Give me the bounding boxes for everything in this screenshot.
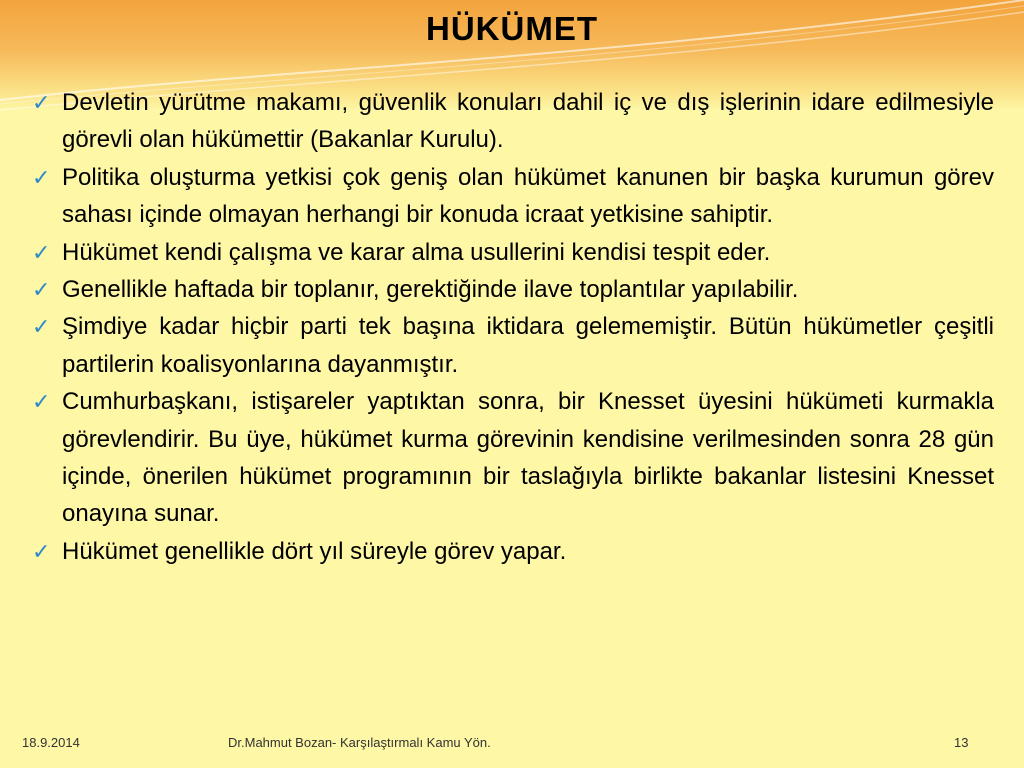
check-mark-icon: ✓ [32, 164, 51, 190]
bullet-text: Şimdiye kadar hiçbir parti tek başına iktidara gelememiştir. Bütün hükümetler çeşitli partilerin koalisyonlarına dayanmıştır. [62, 313, 994, 378]
check-mark-icon: ✓ [32, 538, 51, 564]
check-mark-icon: ✓ [32, 389, 51, 415]
footer-author: Dr.Mahmut Bozan- Karşılaştırmalı Kamu Yön. [228, 735, 491, 750]
bullet-list [32, 84, 994, 570]
bullet-text: Devletin yürütme makamı, güvenlik konuları dahil iç ve dış işlerinin idare edilmesiyle görevli olan hükümettir (Bakanlar Kurulu). [62, 89, 994, 154]
bullet-text: Hükümet genellikle dört yıl süreyle görev yapar. [62, 537, 567, 565]
check-mark-icon: ✓ [32, 277, 51, 303]
slide-title: HÜKÜMET [426, 10, 598, 47]
footer-page-number: 13 [954, 735, 969, 750]
bullet-text: Hükümet kendi çalışma ve karar alma usullerini kendisi tespit eder. [62, 238, 771, 266]
check-mark-icon: ✓ [32, 90, 51, 115]
check-mark-icon: ✓ [32, 239, 51, 265]
bullet-text: Cumhurbaşkanı, istişareler yaptıktan sonra, bir Knesset üyesini hükümeti kurmakla görevlendirir. Bu üye, hükümet kurma görevinin kendisine verilmesinden sonra 28 gün içinde, önerilen hükümet programının bir taslağıyla birlikte bakanlar listesini Knesset onayına sunar. [62, 388, 994, 528]
bullet-item [32, 159, 994, 234]
bullet-text: Genellikle haftada bir toplanır, gerektiğinde ilave toplantılar yapılabilir. [62, 276, 799, 304]
bullet-text: Politika oluşturma yetkisi çok geniş olan hükümet kanunen bir başka kurumun görev sahası içinde olmayan herhangi bir konuda icraat yetkisine sahiptir. [62, 163, 994, 229]
bullet-item [32, 234, 994, 271]
bullet-item [32, 383, 994, 533]
bullet-item [32, 533, 994, 570]
footer-date: 18.9.2014 [22, 735, 80, 750]
bullet-item [32, 84, 994, 159]
bullet-item [32, 308, 994, 383]
check-mark-icon: ✓ [32, 314, 51, 340]
bullet-item [32, 271, 994, 308]
